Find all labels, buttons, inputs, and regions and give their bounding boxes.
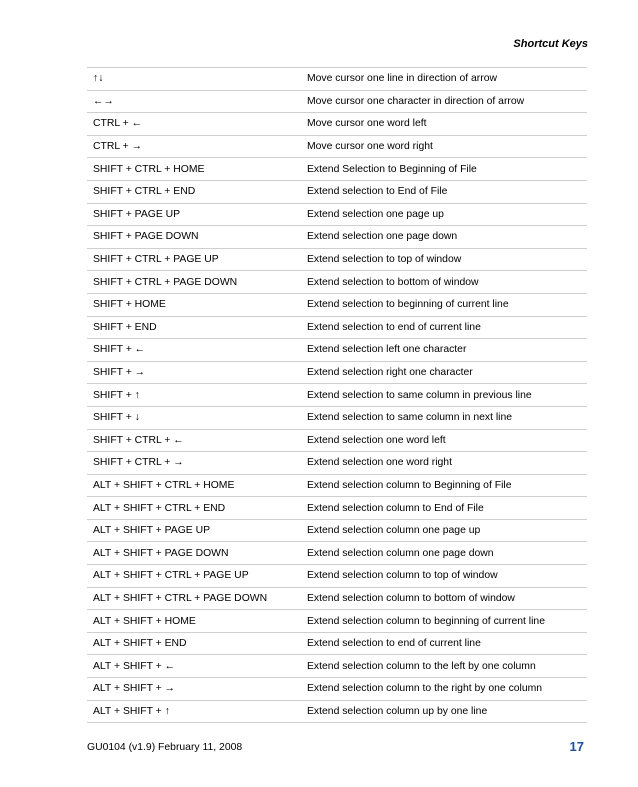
shortcut-description-cell: Extend selection to top of window — [307, 254, 462, 266]
table-row — [87, 226, 587, 249]
table-row — [87, 497, 587, 520]
shortcut-keys-cell: SHIFT + CTRL + PAGE UP — [93, 254, 219, 266]
table-row — [87, 565, 587, 588]
table-row — [87, 158, 587, 181]
shortcut-description-cell: Move cursor one character in direction of arrow — [307, 95, 525, 107]
shortcut-description-cell: Extend selection column to beginning of current line — [307, 615, 545, 627]
shortcut-description-cell: Extend selection one word left — [307, 434, 446, 446]
table-row — [87, 204, 587, 227]
table-row — [87, 339, 587, 362]
shortcut-description-cell: Extend selection to same column in next line — [307, 412, 513, 424]
footer-page-number: 17 — [569, 739, 584, 754]
shortcut-keys-cell: SHIFT + HOME — [93, 299, 166, 311]
table-row — [87, 384, 587, 407]
table-row — [87, 294, 587, 317]
shortcut-keys-cell: SHIFT + ↓ — [93, 412, 140, 424]
shortcut-keys-cell: SHIFT + CTRL + END — [93, 186, 196, 198]
table-row — [87, 678, 587, 701]
page-header-title: Shortcut Keys — [513, 38, 588, 50]
shortcut-description-cell: Move cursor one word left — [307, 118, 427, 130]
table-row — [87, 362, 587, 385]
shortcut-description-cell: Extend selection column to bottom of window — [307, 592, 515, 604]
shortcut-keys-cell: ALT + SHIFT + PAGE DOWN — [93, 547, 229, 559]
table-row — [87, 452, 587, 475]
shortcut-keys-cell: ALT + SHIFT + CTRL + PAGE UP — [93, 570, 249, 582]
table-row — [87, 633, 587, 656]
shortcut-keys-cell: SHIFT + CTRL + HOME — [93, 163, 205, 175]
table-row — [87, 113, 587, 136]
shortcut-keys-cell: ALT + SHIFT + END — [93, 638, 187, 650]
table-row — [87, 520, 587, 543]
table-row — [87, 68, 587, 91]
table-row — [87, 271, 587, 294]
table-row — [87, 542, 587, 565]
shortcut-description-cell: Extend selection column one page up — [307, 525, 481, 537]
shortcut-description-cell: Extend selection column to the right by one column — [307, 683, 543, 695]
shortcut-description-cell: Extend selection one page up — [307, 208, 444, 220]
table-row — [87, 136, 587, 159]
shortcut-description-cell: Extend selection column one page down — [307, 547, 494, 559]
shortcut-description-cell: Extend selection column up by one line — [307, 705, 488, 717]
shortcut-keys-cell: ←→ — [93, 95, 114, 107]
shortcut-keys-cell: SHIFT + PAGE UP — [93, 208, 181, 220]
shortcut-description-cell: Extend selection to End of File — [307, 186, 448, 198]
shortcut-keys-cell: SHIFT + ← — [93, 344, 146, 356]
shortcut-description-cell: Move cursor one word right — [307, 141, 433, 153]
shortcut-description-cell: Extend Selection to Beginning of File — [307, 163, 477, 175]
shortcut-keys-cell: SHIFT + ↑ — [93, 389, 140, 401]
shortcut-description-cell: Extend selection one word right — [307, 457, 452, 469]
shortcut-keys-cell: ALT + SHIFT + ← — [93, 660, 175, 672]
shortcut-description-cell: Extend selection one page down — [307, 231, 458, 243]
shortcut-description-cell: Extend selection to end of current line — [307, 638, 481, 650]
shortcut-table — [87, 67, 587, 723]
shortcut-keys-cell: CTRL + ← — [93, 118, 142, 130]
shortcut-keys-cell: ALT + SHIFT + PAGE UP — [93, 525, 211, 537]
shortcut-keys-cell: SHIFT + END — [93, 321, 157, 333]
table-row — [87, 701, 587, 724]
shortcut-description-cell: Move cursor one line in direction of arrow — [307, 73, 498, 85]
shortcut-description-cell: Extend selection column to Beginning of File — [307, 479, 512, 491]
shortcut-description-cell: Extend selection column to End of File — [307, 502, 484, 514]
table-row — [87, 655, 587, 678]
shortcut-keys-cell: CTRL + → — [93, 141, 142, 153]
shortcut-keys-cell: ALT + SHIFT + CTRL + HOME — [93, 479, 235, 491]
table-row — [87, 610, 587, 633]
shortcut-description-cell: Extend selection to same column in previous line — [307, 389, 532, 401]
shortcut-description-cell: Extend selection left one character — [307, 344, 467, 356]
shortcut-keys-cell: SHIFT + → — [93, 367, 146, 379]
table-row — [87, 181, 587, 204]
shortcut-description-cell: Extend selection to end of current line — [307, 321, 481, 333]
shortcut-keys-cell: SHIFT + CTRL + → — [93, 457, 184, 469]
shortcut-description-cell: Extend selection column to top of window — [307, 570, 498, 582]
shortcut-keys-cell: ALT + SHIFT + CTRL + PAGE DOWN — [93, 592, 268, 604]
shortcut-keys-cell: ALT + SHIFT + HOME — [93, 615, 196, 627]
table-row — [87, 249, 587, 272]
shortcut-description-cell: Extend selection to bottom of window — [307, 276, 479, 288]
shortcut-keys-cell: ↑↓ — [93, 73, 104, 85]
shortcut-keys-cell: ALT + SHIFT + CTRL + END — [93, 502, 226, 514]
footer-doc-id: GU0104 (v1.9) February 11, 2008 — [87, 742, 243, 753]
shortcut-keys-cell: SHIFT + PAGE DOWN — [93, 231, 199, 243]
table-row — [87, 91, 587, 114]
table-row — [87, 317, 587, 340]
table-row — [87, 430, 587, 453]
table-row — [87, 588, 587, 611]
shortcut-description-cell: Extend selection column to the left by one column — [307, 660, 536, 672]
table-row — [87, 407, 587, 430]
shortcut-keys-cell: SHIFT + CTRL + ← — [93, 434, 184, 446]
shortcut-keys-cell: ALT + SHIFT + ↑ — [93, 705, 170, 717]
table-row — [87, 475, 587, 498]
shortcut-description-cell: Extend selection right one character — [307, 367, 473, 379]
shortcut-keys-cell: ALT + SHIFT + → — [93, 683, 175, 695]
shortcut-keys-cell: SHIFT + CTRL + PAGE DOWN — [93, 276, 238, 288]
shortcut-description-cell: Extend selection to beginning of current line — [307, 299, 509, 311]
